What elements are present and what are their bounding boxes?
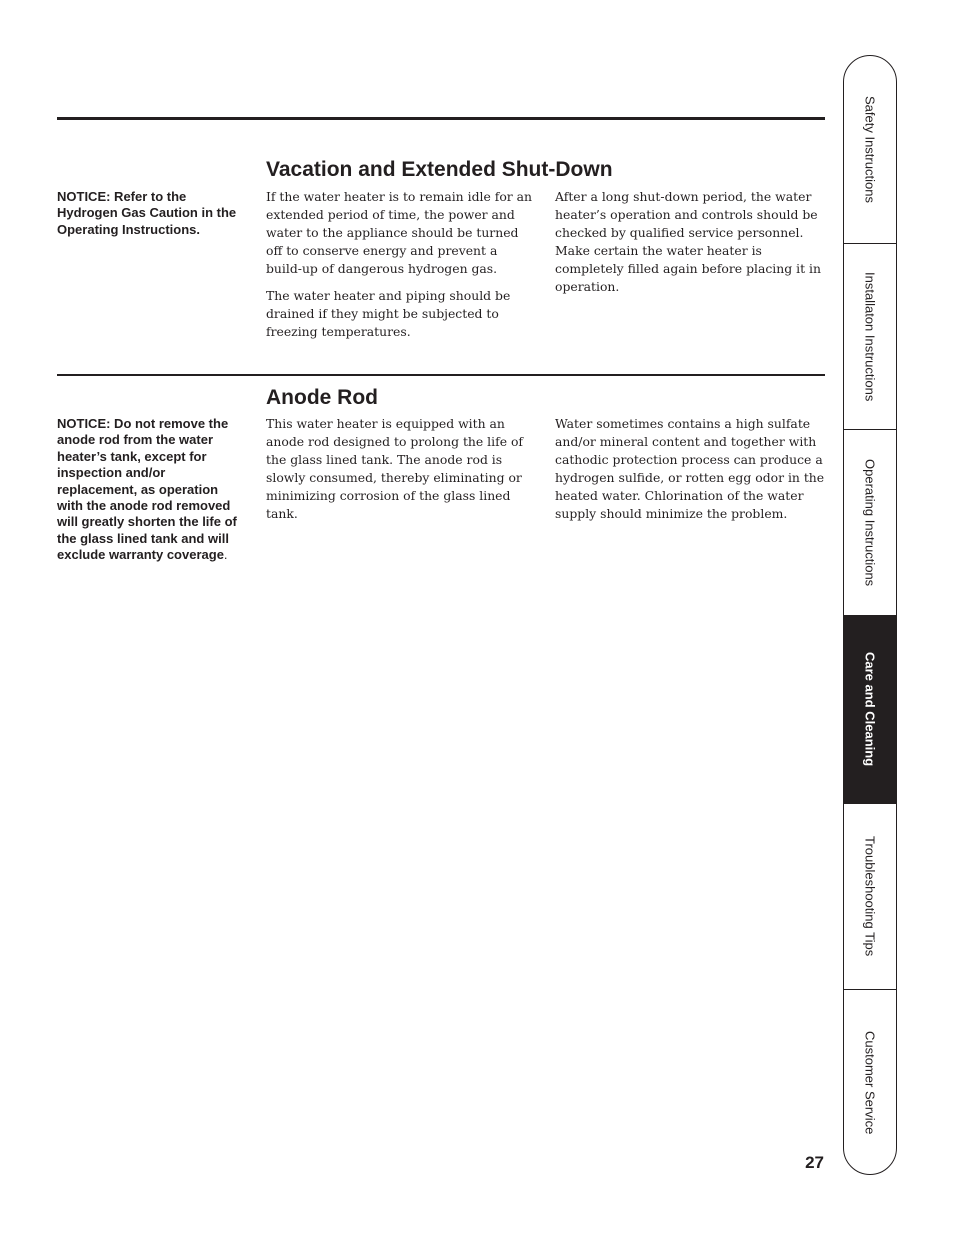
tab-safety-instructions[interactable] bbox=[844, 56, 896, 244]
anode-rod-notice bbox=[57, 416, 247, 564]
paragraph: After a long shut-down period, the water heater’s operation and controls should be checked by qualified service personnel. Make certain the water heater is completely filled again before placing it in operation. bbox=[555, 189, 821, 294]
page-number: 27 bbox=[805, 1153, 824, 1172]
paragraph: Water sometimes contains a high sulfate and/or mineral content and together with cathodic protection process can produce a hydrogen sulfide, or rotten egg odor in the heated water. Chlorination of the water supply should minimize the problem. bbox=[555, 416, 825, 521]
paragraph: If the water heater is to remain idle for an extended period of time, the power and water to the appliance should be turned off to conserve energy and prevent a build-up of dangerous hydrogen gas. bbox=[266, 189, 533, 276]
section-heading-vacation: Vacation and Extended Shut-Down bbox=[266, 158, 613, 181]
tab-label: Troubleshooting Tips bbox=[862, 836, 878, 957]
tab-troubleshooting-tips[interactable] bbox=[844, 804, 896, 990]
anode-right-column bbox=[555, 415, 825, 532]
tab-label: Customer Service bbox=[862, 1031, 878, 1135]
tab-label: Installaton Instructions bbox=[862, 271, 878, 402]
tab-label: Operating Instructions bbox=[862, 458, 878, 587]
section-heading-anode-rod: Anode Rod bbox=[266, 386, 378, 409]
notice-bold-text: NOTICE: Do not remove the anode rod from the water heater’s tank, except for inspection and/or replacement, as operation with the anode rod removed will greatly shorten the life of the glass lined tank and will exclude warranty coverage bbox=[57, 416, 237, 563]
vacation-right-column bbox=[555, 188, 825, 305]
tab-customer-service[interactable] bbox=[844, 990, 896, 1175]
anode-left-column bbox=[266, 415, 536, 532]
section-divider bbox=[57, 374, 825, 376]
tab-label: Care and Cleaning bbox=[862, 652, 878, 767]
paragraph: The water heater and piping should be drained if they might be subjected to freezing temperatures. bbox=[266, 288, 511, 339]
tab-operating-instructions[interactable] bbox=[844, 430, 896, 616]
tab-installation-instructions[interactable] bbox=[844, 244, 896, 430]
top-divider bbox=[57, 117, 825, 120]
notice-end-text: . bbox=[223, 547, 228, 563]
tab-label: Safety Instructions bbox=[862, 96, 878, 203]
paragraph: This water heater is equipped with an anode rod designed to prolong the life of the glass lined tank. The anode rod is slowly consumed, thereby eliminating or minimizing corrosion of the glass lined tank. bbox=[266, 416, 524, 521]
hydrogen-notice: NOTICE: Refer to the Hydrogen Gas Caution in the Operating Instructions. bbox=[57, 189, 237, 237]
side-navigation bbox=[843, 55, 897, 1175]
vacation-left-column bbox=[266, 188, 536, 350]
tab-care-and-cleaning[interactable] bbox=[844, 616, 896, 804]
